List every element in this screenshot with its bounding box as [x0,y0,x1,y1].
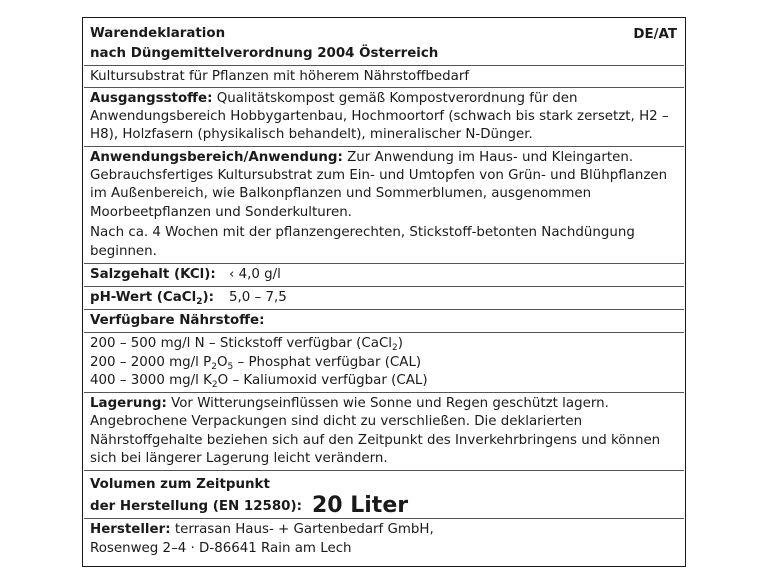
divider [84,332,684,333]
ausgangsstoffe-line-1: Ausgangsstoffe: Qualitätskompost gemäß Kompostverordnung für den [90,91,578,106]
lagerung-line-4: sich bei längerer Lagerung leicht verändern. [90,451,388,466]
volumen-line-2: der Herstellung (EN 12580): 20 Liter [90,493,409,518]
ausgangsstoffe-label: Ausgangsstoffe: [90,91,213,106]
title-warendeklaration: Warendeklaration [90,26,226,41]
divider [84,87,684,88]
lagerung-line-3: Nährstoffgehalte beziehen sich auf den Zeitpunkt des Inverkehrbringens und können [90,433,661,448]
divider [84,263,684,264]
anwendung-line-3: im Außenbereich, wie Balkonpflanzen und Sommerblumen, ausgenommen [90,186,592,201]
divider [84,146,684,147]
volume-value: 20 Liter [311,493,409,518]
title-regulation: nach Düngemittelverordnung 2004 Österreich [90,46,439,61]
lagerung-line-1: Lagerung: Vor Witterungseinflüssen wie Sonne und Regen geschützt lagern. [90,396,609,411]
anwendung-label: Anwendungsbereich/Anwendung: [90,150,343,165]
anwendung-line-2: Gebrauchsfertiges Kultursubstrat zum Ein- und Umtopfen von Grün- und Blühpflanzen [90,168,668,183]
country-code: DE/AT [633,27,677,42]
naehrstoffe-label: Verfügbare Nährstoffe: [90,313,265,328]
divider [84,518,684,519]
product-type: Kultursubstrat für Pflanzen mit höherem Nährstoffbedarf [90,69,470,84]
hersteller-line-1: Hersteller: terrasan Haus- + Gartenbedarf GmbH, [90,522,434,537]
anwendung-line-6: beginnen. [90,244,157,259]
ausgangsstoffe-line-3: H8), Holzfasern (physikalisch behandelt), mineralischer N-Dünger. [90,127,533,142]
salzgehalt-label: Salzgehalt (KCl): [90,267,216,282]
anwendung-line-1: Anwendungsbereich/Anwendung: Zur Anwendung im Haus- und Kleingarten. [90,150,634,165]
nutrient-nitrogen: 200 – 500 mg/l N – Stickstoff verfügbar (CaCl$_2$) [90,336,403,353]
hersteller-label: Hersteller: [90,522,171,537]
volumen-line-1: Volumen zum Zeitpunkt [90,477,270,492]
hersteller-line-2: Rosenweg 2–4 · D-86641 Rain am Lech [90,541,352,556]
divider [84,470,684,471]
ph-label: pH-Wert (CaCl$_2$): [90,290,214,307]
ph-value: 5,0 – 7,5 [229,290,287,305]
anwendung-line-5: Nach ca. 4 Wochen mit der pflanzengerechten, Stickstoff-betonten Nachdüngung [90,225,635,240]
lagerung-label: Lagerung: [90,396,167,411]
anwendung-line-4: Moorbeetpflanzen und Sonderkulturen. [90,205,352,220]
divider [84,286,684,287]
divider [84,392,684,393]
divider [84,309,684,310]
nutrient-potassium: 400 – 3000 mg/l $K_2O$ – Kaliumoxid verfügbar (CAL) [90,373,428,390]
nutrient-phosphate: 200 – 2000 mg/l $P_2O_5$ – Phosphat verfügbar (CAL) [90,355,422,372]
lagerung-line-2: Angebrochene Verpackungen sind dicht zu verschließen. Die deklarierten [90,414,583,429]
ausgangsstoffe-line-2: Anwendungsbereich Hobbygartenbau, Hochmoortorf (schwach bis stark zersetzt, H2 – [90,109,669,124]
divider [84,65,684,66]
salzgehalt-value: ‹ 4,0 g/l [229,267,281,282]
